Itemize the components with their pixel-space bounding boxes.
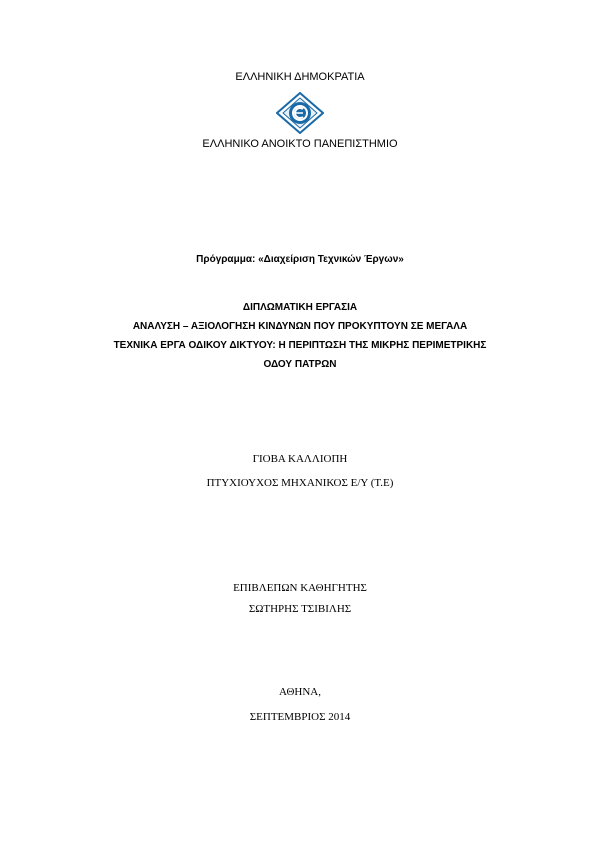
supervisor-label: ΕΠΙΒΛΕΠΩΝ ΚΑΘΗΓΗΤΗΣ: [233, 582, 367, 594]
date: ΣΕΠΤΕΜΒΡΙΟΣ 2014: [249, 711, 351, 723]
author-name: ΓΙΟΒΑ ΚΑΛΛΙΟΠΗ: [252, 453, 348, 465]
thesis-title-line: ΤΕΧΝΙΚΑ ΕΡΓΑ ΟΔΙΚΟΥ ΔΙΚΤΥΟΥ: Η ΠΕΡΙΠΤΩΣΗ ΤΗΣ ΜΙΚΡΗΣ ΠΕΡΙΜΕΤΡΙΚΗΣ: [113, 340, 487, 351]
program-title: Πρόγραμμα: «Διαχείριση Τεχνικών Έργων»: [196, 254, 404, 265]
thesis-type: ΔΙΠΛΩΜΑΤΙΚΗ ΕΡΓΑΣΙΑ: [242, 302, 358, 313]
supervisor-name: ΣΩΤΗΡΗΣ ΤΣΙΒΙΛΗΣ: [248, 603, 352, 615]
thesis-title-line: ΑΝΑΛΥΣΗ – ΑΞΙΟΛΟΓΗΣΗ ΚΙΝΔΥΝΩΝ ΠΟΥ ΠΡΟΚΥΠΤΟΥΝ ΣΕ ΜΕΓΑΛΑ: [132, 321, 468, 332]
thesis-title-line: ΟΔΟΥ ΠΑΤΡΩΝ: [263, 359, 337, 370]
university-logo-icon: [276, 92, 324, 134]
republic-heading: ΕΛΛΗΝΙΚΗ ΔΗΜΟΚΡΑΤΙΑ: [235, 71, 365, 83]
author-degree: ΠΤΥΧΙΟΥΧΟΣ ΜΗΧΑΝΙΚΟΣ Ε/Υ (Τ.Ε): [206, 477, 394, 489]
university-name: ΕΛΛΗΝΙΚΟ ΑΝΟΙΚΤΟ ΠΑΝΕΠΙΣΤΗΜΙΟ: [202, 138, 398, 150]
place: ΑΘΗΝΑ,: [278, 686, 322, 698]
